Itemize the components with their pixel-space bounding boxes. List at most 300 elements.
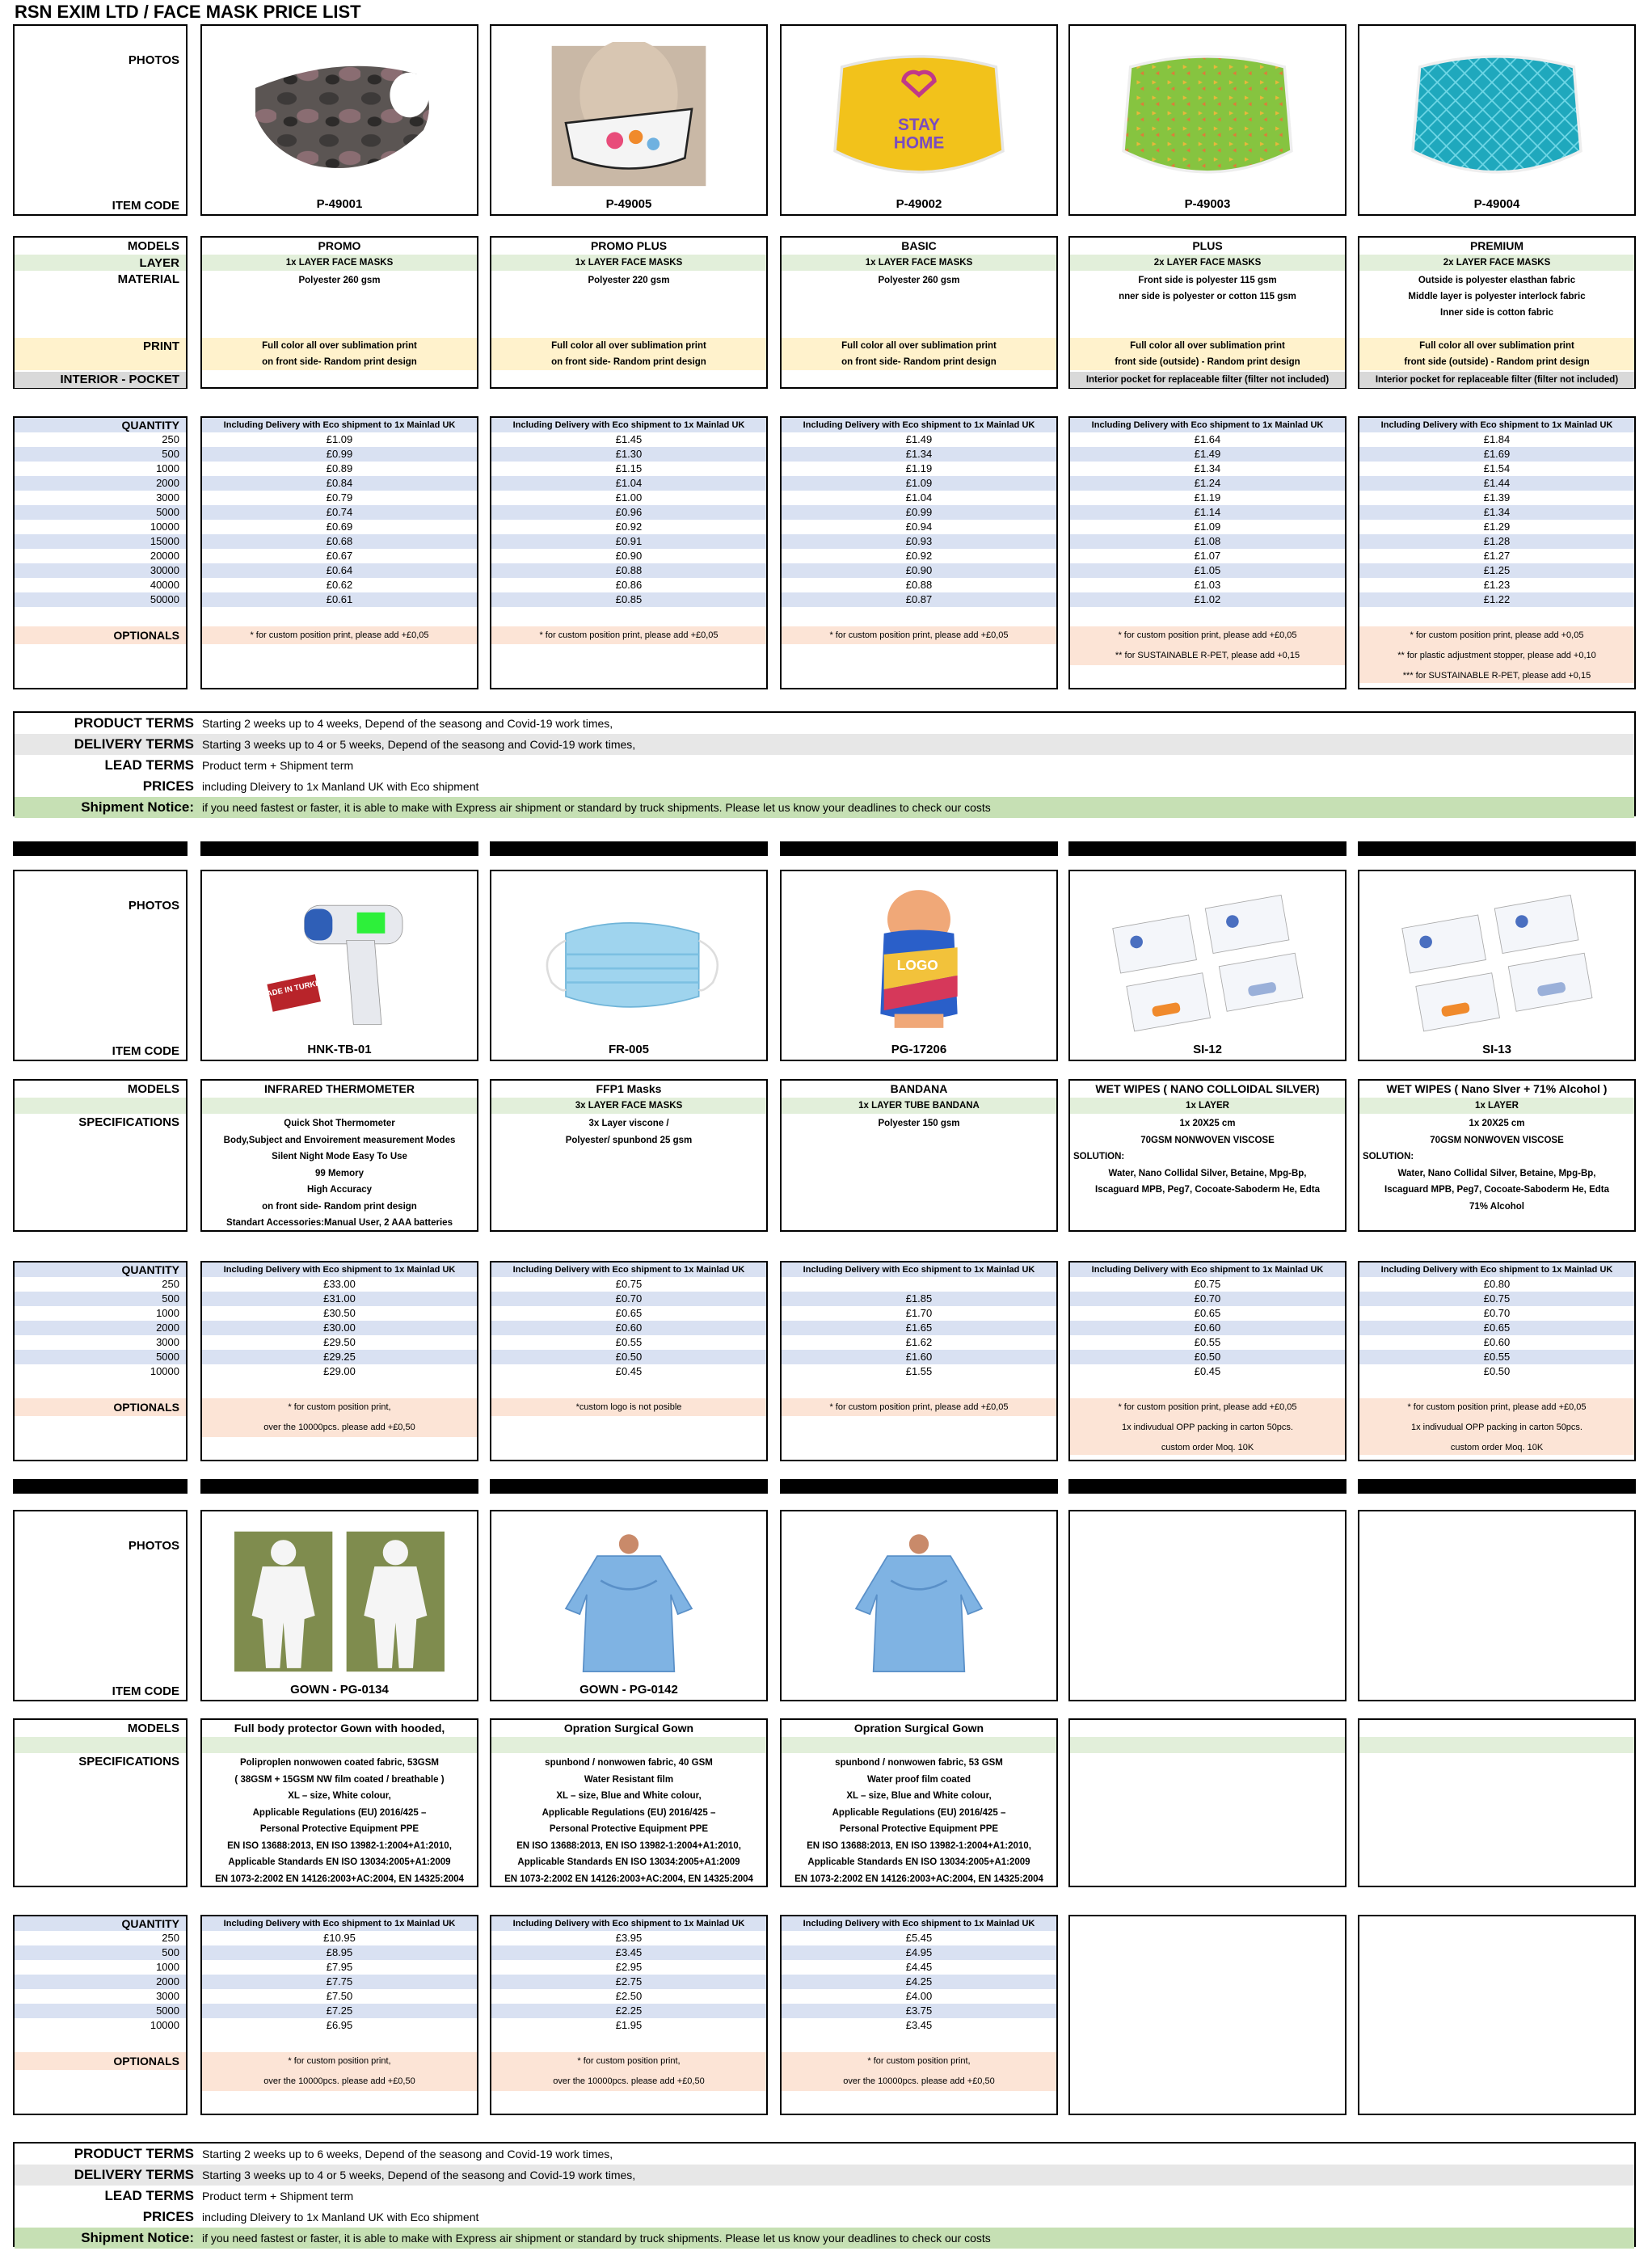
mask-photo-cell	[1068, 24, 1346, 216]
item-code: SI-13	[1482, 1043, 1511, 1056]
item-code: P-49003	[1184, 197, 1231, 211]
price-value: £1.07	[1194, 550, 1221, 562]
terms-value: including Dleivery to 1x Manland UK with Eco shipment	[202, 780, 479, 793]
mask-photo	[1102, 42, 1313, 190]
price-value: £1.44	[1483, 477, 1511, 489]
price-value: £3.45	[905, 2019, 933, 2031]
gown-photo-cell	[200, 1510, 478, 1701]
print-text: Full color all over sublimation print	[551, 341, 706, 351]
price-value: £29.25	[323, 1351, 356, 1363]
quantity-value: 250	[162, 433, 179, 445]
terms-label: DELIVERY TERMS	[74, 2167, 194, 2182]
price-value: £1.55	[905, 1365, 933, 1377]
quantity-value: 30000	[150, 564, 179, 576]
spec-text: SOLUTION:	[1073, 1152, 1125, 1161]
model-name: Opration Surgical Gown	[563, 1722, 694, 1735]
row-band	[202, 1098, 477, 1114]
optional-text: * for custom position print, please add +£0,05	[250, 630, 429, 640]
spec-text: Iscaguard MPB, Peg7, Cocoate-Saboderm He, Edta	[1095, 1185, 1320, 1195]
gown-spec-cell	[1068, 1718, 1346, 1887]
price-value: £0.85	[615, 593, 643, 605]
spec-text: EN ISO 13688:2013, EN ISO 13982-1:2004+A1:2010,	[516, 1840, 741, 1851]
price-value: £0.62	[326, 579, 353, 591]
price-value: £0.88	[905, 579, 933, 591]
price-value: £5.45	[905, 1932, 933, 1944]
price-value: £1.45	[615, 433, 643, 445]
spec-text: 1x 20X25 cm	[1179, 1119, 1236, 1128]
price-value: £1.70	[905, 1307, 933, 1319]
price-value: £1.22	[1483, 593, 1511, 605]
price-value: £1.34	[1194, 462, 1221, 474]
price-value: £0.99	[326, 448, 353, 460]
price-cell	[780, 1915, 1058, 2115]
price-value: £4.25	[905, 1975, 933, 1988]
price-column-header: Including Delivery with Eco shipment to 1x Mainlad UK	[491, 1916, 766, 1931]
price-column-header: Including Delivery with Eco shipment to 1x Mainlad UK	[1359, 1262, 1634, 1277]
product-photo-cell	[1358, 870, 1636, 1061]
page-title: RSN EXIM LTD / FACE MASK PRICE LIST	[15, 2, 361, 22]
spec-text: Quick Shot Thermometer	[284, 1119, 395, 1128]
spec-text: 70GSM NONWOVEN VISCOSE	[1140, 1135, 1275, 1145]
layer-text: 1x LAYER FACE MASKS	[285, 258, 394, 268]
models-label-cell	[13, 236, 188, 389]
layer-text: 1x LAYER	[1186, 1101, 1229, 1111]
models-label: MODELS	[127, 239, 179, 253]
optionals-label: OPTIONALS	[113, 2055, 179, 2068]
price-value: £0.84	[326, 477, 353, 489]
optional-text: * for custom position print,	[288, 2056, 391, 2066]
item-code: SI-12	[1193, 1043, 1222, 1056]
price-value: £2.95	[615, 1961, 643, 1973]
models-label: MODELS	[127, 1722, 179, 1735]
price-value: £0.68	[326, 535, 353, 547]
optionals-label: OPTIONALS	[113, 629, 179, 642]
svg-text:LOGO: LOGO	[896, 956, 938, 973]
price-value: £0.50	[615, 1351, 643, 1363]
spec-text: XL – size, White colour,	[288, 1791, 391, 1801]
product-photo	[814, 887, 1024, 1035]
quantity-value: 3000	[156, 1990, 179, 2002]
spec-text: Applicable Standards EN ISO 13034:2005+A1:2009	[517, 1857, 740, 1867]
price-value: £1.05	[1194, 564, 1221, 576]
quantity-value: 3000	[156, 1336, 179, 1348]
terms-label: PRODUCT TERMS	[74, 715, 194, 731]
material-text: Outside is polyester elasthan fabric	[1418, 276, 1576, 285]
terms-block	[13, 2142, 1636, 2247]
price-value: £0.60	[1483, 1336, 1511, 1348]
spec-text: Water Resistant film	[584, 1774, 674, 1785]
price-value: £0.50	[1194, 1351, 1221, 1363]
print-text: Full color all over sublimation print	[262, 341, 417, 351]
specifications-label: SPECIFICATIONS	[78, 1115, 179, 1129]
price-value: £1.09	[1194, 521, 1221, 533]
quantity-value: 2000	[156, 477, 179, 489]
product-spec-cell	[490, 1079, 768, 1232]
section-divider	[13, 1479, 188, 1494]
item-code-label: ITEM CODE	[112, 199, 179, 213]
price-value: £7.25	[326, 2004, 353, 2017]
price-value: £1.29	[1483, 521, 1511, 533]
print-text: on front side- Random print design	[841, 357, 997, 367]
row-band	[1359, 1737, 1634, 1753]
optional-text: * for custom position print,	[288, 1402, 391, 1412]
quantity-value: 500	[162, 448, 179, 460]
price-value: £7.50	[326, 1990, 353, 2002]
mask-spec-cell	[1358, 236, 1636, 389]
mask-photo-cell	[200, 24, 478, 216]
price-value: £1.54	[1483, 462, 1511, 474]
price-value: £0.79	[326, 491, 353, 504]
gown-spec-cell	[780, 1718, 1058, 1887]
model-name: WET WIPES ( Nano Slver + 71% Alcohol )	[1386, 1082, 1608, 1095]
price-value: £1.15	[615, 462, 643, 474]
quantity-label-cell	[13, 1915, 188, 2115]
price-value: £1.19	[1194, 491, 1221, 504]
optional-text: ** for plastic adjustment stopper, please add +0,10	[1397, 651, 1596, 660]
mask-spec-cell	[780, 236, 1058, 389]
spec-text: 71% Alcohol	[1469, 1201, 1524, 1212]
price-value: £8.95	[326, 1946, 353, 1958]
photos-label: PHOTOS	[128, 1539, 179, 1553]
quantity-label-cell	[13, 416, 188, 689]
spec-text: Polyester 150 gsm	[878, 1119, 960, 1128]
price-value: £1.65	[905, 1322, 933, 1334]
mask-spec-cell	[490, 236, 768, 389]
price-cell	[780, 1261, 1058, 1461]
optional-text: *** for SUSTAINABLE R-PET, please add +0,15	[1402, 671, 1591, 681]
model-name: PROMO PLUS	[590, 239, 668, 252]
price-cell	[1358, 416, 1636, 689]
spec-text: spunbond / nonwowen fabric, 40 GSM	[545, 1758, 713, 1768]
price-value: £1.49	[1194, 448, 1221, 460]
quantity-value: 250	[162, 1932, 179, 1944]
spec-text: Personal Protective Equipment PPE	[549, 1824, 709, 1834]
terms-label: Shipment Notice:	[81, 799, 194, 815]
item-code: P-49002	[896, 197, 942, 211]
optional-text: 1x indivudual OPP packing in carton 50pcs.	[1411, 1423, 1582, 1432]
section-divider	[490, 1479, 768, 1494]
price-value: £10.95	[323, 1932, 356, 1944]
price-value: £0.60	[1194, 1322, 1221, 1334]
price-cell	[1358, 1915, 1636, 2115]
price-value: £1.00	[615, 491, 643, 504]
quantity-value: 40000	[150, 579, 179, 591]
price-value: £1.02	[1194, 593, 1221, 605]
row-band	[782, 1737, 1056, 1753]
spec-text: 99 Memory	[314, 1168, 365, 1178]
price-cell	[1068, 1915, 1346, 2115]
gown-photo	[814, 1528, 1024, 1676]
price-column-header: Including Delivery with Eco shipment to 1x Mainlad UK	[1070, 418, 1345, 432]
specifications-label: SPECIFICATIONS	[78, 1755, 179, 1768]
photos-label-cell	[13, 1510, 188, 1701]
quantity-value: 1000	[156, 1307, 179, 1319]
price-value: £1.34	[905, 448, 933, 460]
mask-photo	[1392, 42, 1602, 190]
interior-text: Interior pocket for replaceable filter (filter not included)	[1085, 375, 1330, 385]
terms-label: Shipment Notice:	[81, 2230, 194, 2245]
gown-photo-cell	[1068, 1510, 1346, 1701]
quantity-value: 5000	[156, 506, 179, 518]
gown-photo-cell	[1358, 1510, 1636, 1701]
spec-text: Standart Accessories:Manual User, 2 AAA batteries	[226, 1218, 453, 1228]
row-band	[15, 447, 186, 462]
row-band	[491, 1737, 766, 1753]
terms-value: Starting 2 weeks up to 6 weeks, Depend of the seasong and Covid-19 work times,	[202, 2148, 613, 2160]
price-cell	[200, 1261, 478, 1461]
spec-text: on front side- Random print design	[262, 1201, 417, 1212]
section-divider	[780, 841, 1058, 856]
price-value: £0.75	[1483, 1292, 1511, 1305]
price-value: £0.75	[1194, 1278, 1221, 1290]
optional-text: * for custom position print, please add +£0,05	[829, 1402, 1009, 1412]
layer-text: 1x LAYER	[1475, 1101, 1519, 1111]
model-name: BASIC	[901, 239, 937, 252]
price-value: £0.74	[326, 506, 353, 518]
section-divider	[1068, 841, 1346, 856]
price-value: £1.08	[1194, 535, 1221, 547]
mask-photo	[814, 42, 1024, 190]
print-text: Full color all over sublimation print	[1130, 341, 1285, 351]
quantity-value: 10000	[150, 1365, 179, 1377]
price-value: £4.00	[905, 1990, 933, 2002]
spec-text: EN 1073-2:2002 EN 14126:2003+AC:2004, EN 14325:2004	[794, 1874, 1043, 1884]
price-value: £0.90	[615, 550, 643, 562]
optional-text: * for custom position print, please add +£0,05	[1407, 1402, 1587, 1412]
product-photo-cell	[780, 870, 1058, 1061]
section-divider	[13, 841, 188, 856]
item-code: P-49005	[605, 197, 652, 211]
gown-spec-cell	[1358, 1718, 1636, 1887]
gown-photo-cell	[490, 1510, 768, 1701]
price-value: £3.95	[615, 1932, 643, 1944]
optional-text: over the 10000pcs. please add +£0,50	[263, 2076, 415, 2086]
row-band	[202, 1737, 477, 1753]
spec-text: Water, Nano Collidal Silver, Betaine, Mpg-Bp,	[1397, 1168, 1596, 1178]
price-value: £1.19	[905, 462, 933, 474]
price-value: £6.95	[326, 2019, 353, 2031]
optional-text: * for custom position print, please add +£0,05	[829, 630, 1009, 640]
mask-spec-cell	[200, 236, 478, 389]
price-value: £0.45	[615, 1365, 643, 1377]
price-column-header: Including Delivery with Eco shipment to 1x Mainlad UK	[491, 1262, 766, 1277]
quantity-value: 1000	[156, 462, 179, 474]
price-column-header: Including Delivery with Eco shipment to 1x Mainlad UK	[782, 1262, 1056, 1277]
price-value: £0.88	[615, 564, 643, 576]
material-text: Polyester 260 gsm	[878, 276, 960, 285]
layer-text: 3x LAYER FACE MASKS	[575, 1101, 683, 1111]
price-value: £1.30	[615, 448, 643, 460]
terms-value: Product term + Shipment term	[202, 2190, 354, 2203]
mask-photo-cell	[490, 24, 768, 216]
spec-text: Personal Protective Equipment PPE	[259, 1824, 419, 1834]
section-divider	[490, 841, 768, 856]
price-value: £0.93	[905, 535, 933, 547]
price-value	[782, 1277, 1056, 1292]
row-band	[15, 1737, 186, 1753]
price-value: £0.90	[905, 564, 933, 576]
price-column-header: Including Delivery with Eco shipment to 1x Mainlad UK	[202, 1916, 477, 1931]
price-value: £29.50	[323, 1336, 356, 1348]
quantity-value: 2000	[156, 1975, 179, 1988]
price-value: £0.64	[326, 564, 353, 576]
product-photo	[1102, 887, 1313, 1035]
photos-label: PHOTOS	[128, 899, 179, 913]
item-code: P-49001	[316, 197, 363, 211]
gown-photo-cell	[780, 1510, 1058, 1701]
product-spec-cell	[1358, 1079, 1636, 1232]
price-cell	[1068, 1261, 1346, 1461]
quantity-value: 10000	[150, 2019, 179, 2031]
item-code-label: ITEM CODE	[112, 1044, 179, 1058]
svg-text:MADE IN TURKEY: MADE IN TURKEY	[259, 977, 327, 1001]
quantity-value: 5000	[156, 1351, 179, 1363]
price-value: £1.84	[1483, 433, 1511, 445]
spec-text: XL – size, Blue and White colour,	[556, 1791, 702, 1801]
mask-photo-cell	[780, 24, 1058, 216]
quantity-value: 500	[162, 1946, 179, 1958]
svg-text:STAY: STAY	[897, 115, 941, 134]
price-value: £0.87	[905, 593, 933, 605]
terms-label: LEAD TERMS	[104, 757, 194, 773]
price-value: £1.39	[1483, 491, 1511, 504]
spec-text: Silent Night Mode Easy To Use	[272, 1152, 407, 1161]
price-value: £1.24	[1194, 477, 1221, 489]
product-spec-cell	[1068, 1079, 1346, 1232]
optional-text: * for custom position print, please add +0,05	[1410, 630, 1584, 640]
section-divider	[1358, 1479, 1636, 1494]
price-value: £0.61	[326, 593, 353, 605]
layer-text: 1x LAYER FACE MASKS	[865, 258, 973, 268]
material-text: Front side is polyester 115 gsm	[1138, 276, 1277, 285]
price-column-header: Including Delivery with Eco shipment to 1x Mainlad UK	[202, 418, 477, 432]
price-value: £0.99	[905, 506, 933, 518]
price-cell	[1358, 1261, 1636, 1461]
spec-text: Water, Nano Collidal Silver, Betaine, Mpg-Bp,	[1108, 1168, 1307, 1178]
item-code: GOWN - PG-0134	[290, 1683, 389, 1697]
optional-text: *custom logo is not posible	[575, 1402, 682, 1412]
optional-text: over the 10000pcs. please add +£0,50	[263, 1423, 415, 1432]
price-value: £0.65	[1483, 1322, 1511, 1334]
price-value: £31.00	[323, 1292, 356, 1305]
price-value: £29.00	[323, 1365, 356, 1377]
price-value: £3.45	[615, 1946, 643, 1958]
price-value: £1.23	[1483, 579, 1511, 591]
model-name: INFRARED THERMOMETER	[264, 1082, 415, 1095]
price-value: £3.75	[905, 2004, 933, 2017]
price-value: £1.64	[1194, 433, 1221, 445]
material-text: nner side is polyester or cotton 115 gsm	[1119, 292, 1296, 301]
spec-text: 3x Layer viscone /	[588, 1119, 669, 1128]
product-photo-cell	[490, 870, 768, 1061]
material-text: Polyester 220 gsm	[588, 276, 670, 285]
quantity-value: 2000	[156, 1322, 179, 1334]
quantity-value: 250	[162, 1278, 179, 1290]
price-value: £7.75	[326, 1975, 353, 1988]
terms-value: Starting 3 weeks up to 4 or 5 weeks, Depend of the seasong and Covid-19 work times,	[202, 2169, 636, 2181]
item-code: P-49004	[1473, 197, 1520, 211]
price-value: £2.25	[615, 2004, 643, 2017]
price-value: £1.49	[905, 433, 933, 445]
price-cell	[200, 1915, 478, 2115]
gown-spec-cell	[490, 1718, 768, 1887]
layer-text: 1x LAYER TUBE BANDANA	[858, 1101, 980, 1111]
price-value: £0.67	[326, 550, 353, 562]
interior-label: INTERIOR - POCKET	[60, 373, 179, 386]
spec-text: SOLUTION:	[1363, 1152, 1414, 1161]
quantity-value: 1000	[156, 1961, 179, 1973]
price-cell	[780, 416, 1058, 689]
item-code: PG-17206	[891, 1043, 947, 1056]
product-photo-cell	[200, 870, 478, 1061]
price-column-header: Including Delivery with Eco shipment to 1x Mainlad UK	[1070, 1262, 1345, 1277]
terms-value: including Dleivery to 1x Manland UK with Eco shipment	[202, 2211, 479, 2224]
print-label: PRINT	[143, 339, 179, 353]
item-code: HNK-TB-01	[307, 1043, 372, 1056]
terms-value: Starting 3 weeks up to 4 or 5 weeks, Depend of the seasong and Covid-19 work times,	[202, 738, 636, 751]
optional-text: custom order Moq. 10K	[1161, 1443, 1254, 1452]
quantity-value: 20000	[150, 550, 179, 562]
optional-text: over the 10000pcs. please add +£0,50	[553, 2076, 705, 2086]
price-cell	[490, 1261, 768, 1461]
price-value: £7.95	[326, 1961, 353, 1973]
price-value: £0.94	[905, 521, 933, 533]
product-photo	[234, 887, 445, 1035]
terms-value: if you need fastest or faster, it is able to make with Express air shipment or standard by truck shipments. Please let us know your deadlines to check our costs	[202, 2232, 991, 2245]
section-divider	[780, 1479, 1058, 1494]
section-divider	[200, 841, 478, 856]
spec-text: Water proof film coated	[867, 1774, 971, 1785]
model-name: PROMO	[318, 239, 361, 252]
optionals-label: OPTIONALS	[113, 1401, 179, 1414]
print-text: on front side- Random print design	[551, 357, 706, 367]
spec-text: Applicable Standards EN ISO 13034:2005+A1:2009	[228, 1857, 451, 1867]
row-band	[15, 1945, 186, 1960]
spec-text: XL – size, Blue and White colour,	[846, 1791, 992, 1801]
quantity-label: QUANTITY	[121, 419, 179, 432]
price-value: £30.00	[323, 1322, 356, 1334]
item-code: FR-005	[608, 1043, 650, 1056]
price-value: £0.69	[326, 521, 353, 533]
item-code-label: ITEM CODE	[112, 1684, 179, 1698]
terms-label: DELIVERY TERMS	[74, 736, 194, 752]
row-band	[15, 1098, 186, 1114]
price-cell	[200, 416, 478, 689]
mask-spec-cell	[1068, 236, 1346, 389]
spec-text: Applicable Regulations (EU) 2016/425 –	[832, 1807, 1006, 1818]
price-value: £1.04	[905, 491, 933, 504]
terms-label: PRICES	[142, 2209, 194, 2224]
quantity-label-cell	[13, 1261, 188, 1461]
optional-text: * for custom position print,	[867, 2056, 971, 2066]
model-name: PREMIUM	[1469, 239, 1524, 252]
mask-photo	[524, 42, 734, 190]
section-divider	[1068, 1479, 1346, 1494]
price-column-header: Including Delivery with Eco shipment to 1x Mainlad UK	[1359, 418, 1634, 432]
quantity-value: 3000	[156, 491, 179, 504]
row-band	[15, 1292, 186, 1306]
spec-text: Applicable Regulations (EU) 2016/425 –	[252, 1807, 427, 1818]
item-code: GOWN - PG-0142	[579, 1683, 678, 1697]
model-name: Full body protector Gown with hooded,	[234, 1722, 445, 1735]
price-value: £30.50	[323, 1307, 356, 1319]
model-name: PLUS	[1192, 239, 1223, 252]
optional-text: * for custom position print, please add +£0,05	[1118, 1402, 1297, 1412]
print-text: on front side- Random print design	[262, 357, 417, 367]
models-label-cell	[13, 1718, 188, 1887]
spec-text: Polyester/ spunbond 25 gsm	[565, 1135, 693, 1145]
product-photo-cell	[1068, 870, 1346, 1061]
